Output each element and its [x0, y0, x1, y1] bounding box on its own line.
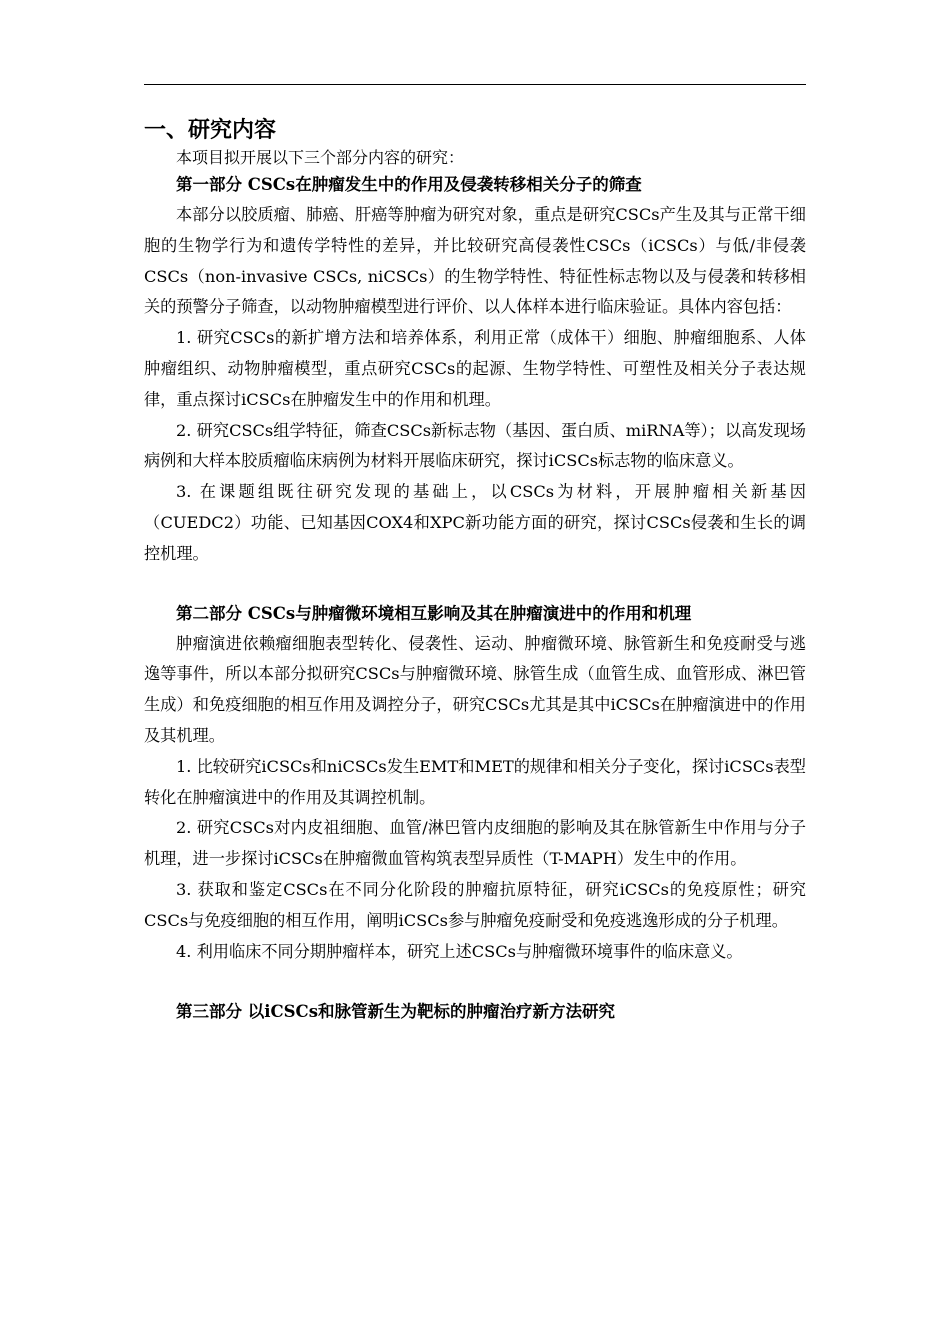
- part-1: [144, 170, 806, 570]
- part-2: [144, 599, 806, 968]
- part-1-item-1: 1. 研究CSCs的新扩增方法和培养体系，利用正常（成体干）细胞、肿瘤细胞系、人体肿瘤组织、动物肿瘤模型，重点研究CSCs的起源、生物学特性、可塑性及相关分子表达规律，重点探讨iCSCs在肿瘤发生中的作用和机理。: [144, 328, 806, 409]
- part-1-title: 第一部分 CSCs在肿瘤发生中的作用及侵袭转移相关分子的筛查: [176, 175, 642, 194]
- part-3: [144, 997, 806, 1027]
- part-1-item-2: 2. 研究CSCs组学特征，筛查CSCs新标志物（基因、蛋白质、miRNA等）；以高发现场病例和大样本胶质瘤临床病例为材料开展临床研究，探讨iCSCs标志物的临床意义。: [144, 420, 806, 471]
- part-2-item-2: 2. 研究CSCs对内皮祖细胞、血管/淋巴管内皮细胞的影响及其在脉管新生中作用与分子机理，进一步探讨iCSCs在肿瘤微血管构筑表型异质性（T-MAPH）发生中的作用。: [144, 818, 806, 869]
- part-1-paragraph: 本部分以胶质瘤、肺癌、肝癌等肿瘤为研究对象，重点是研究CSCs产生及其与正常干细胞的生物学行为和遗传学特性的差异，并比较研究高侵袭性CSCs（iCSCs）与低/非侵袭CSCs（non-invasive CSCs, niCSCs）的生物学特性、特征性标志物以及与侵袭和转移相关的预警分子筛查，以动物肿瘤模型进行评价、以人体样本进行临床验证。具体内容包括：: [144, 205, 806, 317]
- section-intro: 本项目拟开展以下三个部分内容的研究：: [176, 148, 465, 167]
- part-2-item-3: 3. 获取和鉴定CSCs在不同分化阶段的肿瘤抗原特征，研究iCSCs的免疫原性；研究CSCs与免疫细胞的相互作用，阐明iCSCs参与肿瘤免疫耐受和免疫逃逸形成的分子机理。: [144, 879, 806, 930]
- part-3-title: 第三部分 以iCSCs和脉管新生为靶标的肿瘤治疗新方法研究: [176, 1002, 615, 1022]
- document-page: [144, 116, 806, 1027]
- part-2-item-1: 1. 比较研究iCSCs和niCSCs发生EMT和MET的规律和相关分子变化，探讨iCSCs表型转化在肿瘤演进中的作用及其调控机制。: [144, 756, 806, 807]
- section-heading: 一、研究内容: [144, 118, 277, 143]
- part-2-item-4: 4. 利用临床不同分期肿瘤样本，研究上述CSCs与肿瘤微环境事件的临床意义。: [176, 941, 743, 961]
- part-2-paragraph: 肿瘤演进依赖瘤细胞表型转化、侵袭性、运动、肿瘤微环境、脉管新生和免疫耐受与逃逸等事件，所以本部分拟研究CSCs与肿瘤微环境、脉管生成（血管生成、血管形成、淋巴管生成）和免疫细胞的相互作用及调控分子，研究CSCs尤其是其中iCSCs在肿瘤演进中的作用及其机理。: [144, 633, 806, 745]
- part-1-item-3: 3. 在课题组既往研究发现的基础上，以CSCs为材料，开展肿瘤相关新基因（CUEDC2）功能、已知基因COX4和XPC新功能方面的研究，探讨CSCs侵袭和生长的调控机理。: [144, 482, 806, 563]
- header-rule: [144, 84, 806, 85]
- part-2-title: 第二部分 CSCs与肿瘤微环境相互影响及其在肿瘤演进中的作用和机理: [176, 603, 692, 623]
